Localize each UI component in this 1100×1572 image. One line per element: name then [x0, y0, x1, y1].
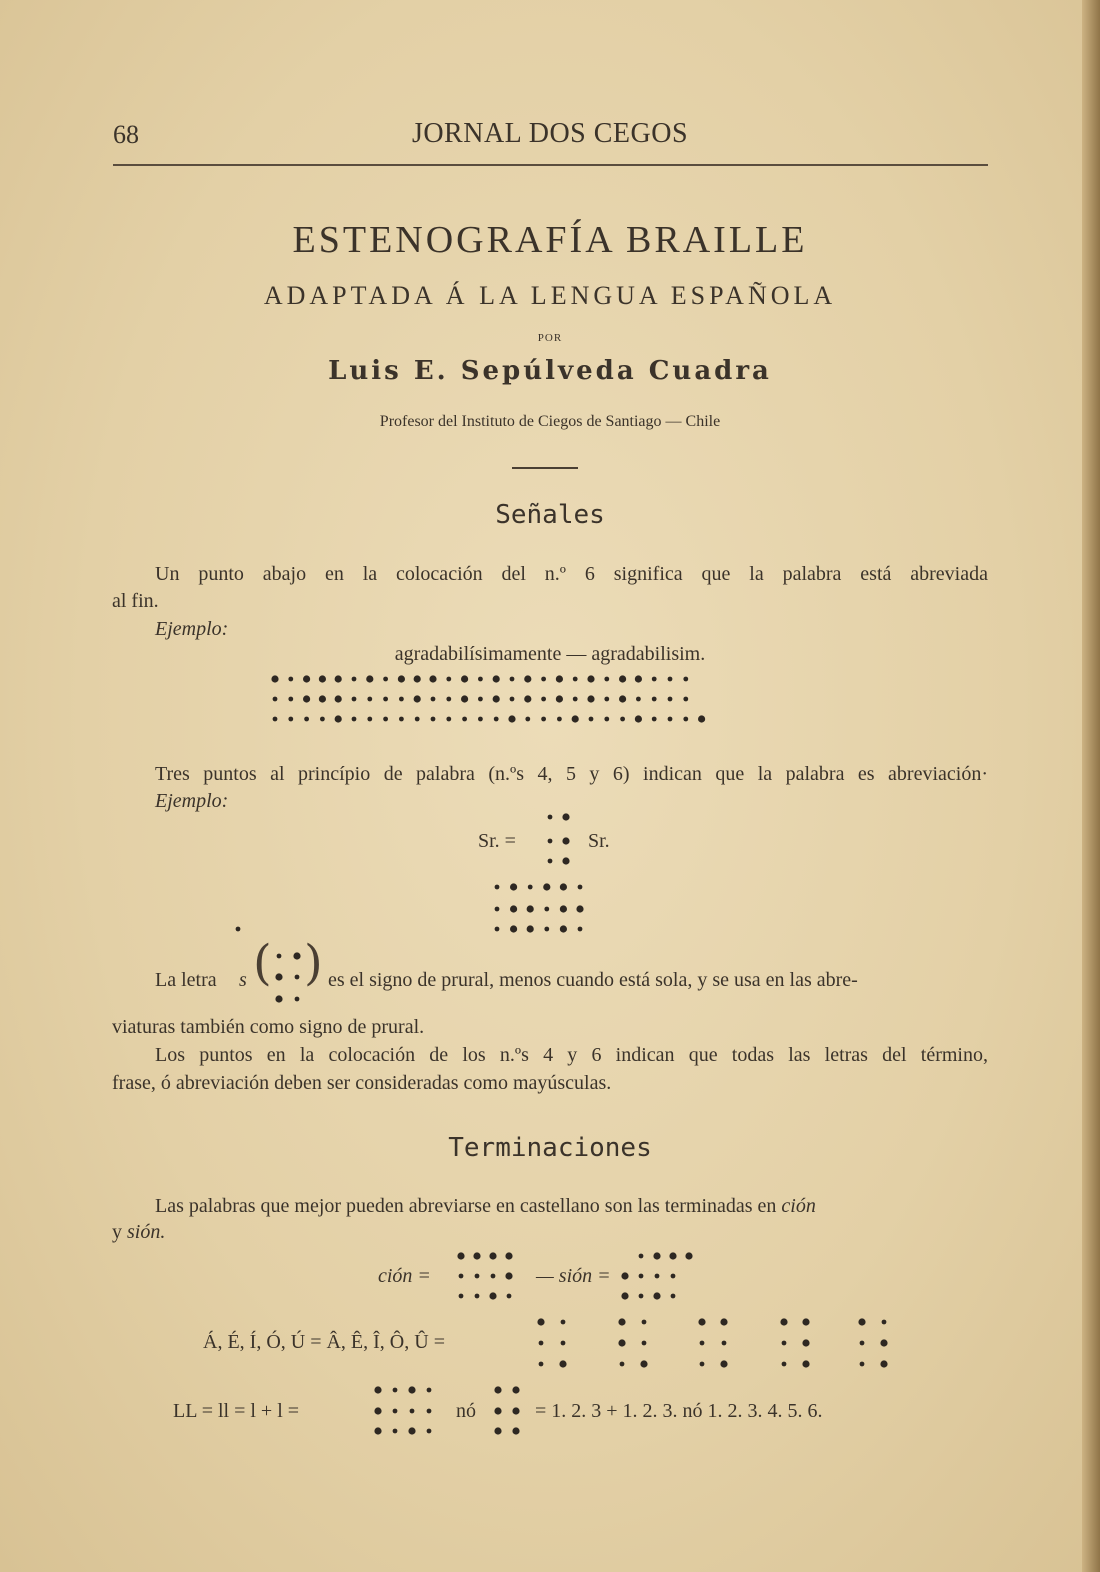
author-affiliation: Profesor del Instituto de Ciegos de Santiago — Chile — [379, 413, 721, 430]
example-abbreviation: agradabilísimamente — agradabilisim. — [394, 643, 706, 665]
senales-para1-line2: al fin. — [112, 590, 159, 612]
para3-rest: es el signo de prural, menos cuando está sola, y se usa en las abre- — [328, 969, 858, 991]
ll-formula-right: = 1. 2. 3 + 1. 2. 3. nó 1. 2. 3. 4. 5. 6. — [535, 1400, 823, 1422]
cion-label: ción = — [378, 1265, 431, 1287]
para3-line2: viaturas también como signo de prural. — [112, 1016, 425, 1038]
heading-senales: Señales — [495, 500, 605, 530]
para3-intro: La letra — [155, 969, 217, 991]
term-para-line2 — [112, 1218, 988, 1246]
sr-left: Sr. = — [478, 830, 516, 852]
sr-right: Sr. — [588, 830, 610, 852]
letter-s: s — [239, 969, 247, 991]
ll-no: nó — [456, 1400, 476, 1422]
page-number: 68 — [113, 120, 139, 149]
author-name: Luis E. Sepúlveda Cuadra — [328, 356, 772, 386]
term-y: y — [112, 1221, 122, 1243]
by-line: POR — [537, 332, 563, 344]
right-paren-icon: ) — [304, 935, 323, 991]
section-divider — [512, 467, 578, 469]
journal-title: JORNAL DOS CEGOS — [411, 118, 689, 149]
term-para-line1 — [155, 1192, 1031, 1220]
heading-terminaciones: Terminaciones — [448, 1133, 652, 1163]
ejemplo-label-1: Ejemplo: — [155, 618, 229, 640]
para4-line1: Los puntos en la colocación de los n.ºs 4 y 6 indican que todas las letras del término, — [155, 1044, 988, 1066]
senales-para1-line1: Un punto abajo en la colocación del n.º 6 significa que la palabra está abreviada — [155, 563, 988, 585]
article-title: ESTENOGRAFÍA BRAILLE — [292, 219, 808, 261]
ll-formula-left: LL = ll = l + l = — [173, 1400, 300, 1422]
ejemplo-label-2: Ejemplo: — [155, 790, 229, 812]
article-subtitle: ADAPTADA Á LA LENGUA ESPAÑOLA — [263, 281, 837, 310]
sion-label: — sión = — [536, 1265, 611, 1287]
term-para-text: Las palabras que mejor pueden abreviarse en castellano son las terminadas en — [155, 1195, 777, 1217]
term-sion: sión. — [127, 1221, 166, 1243]
term-cion: ción — [781, 1195, 816, 1217]
header-rule — [113, 164, 988, 166]
left-paren-icon: ( — [253, 935, 272, 991]
senales-para2: Tres puntos al princípio de palabra (n.ºs 4, 5 y 6) indican que la palabra es abreviación· — [155, 763, 988, 785]
accents-formula: Á, É, Í, Ó, Ú = Â, Ê, Î, Ô, Û = — [203, 1331, 445, 1353]
para4-line2: frase, ó abreviación deben ser consideradas como mayúsculas. — [112, 1072, 612, 1094]
